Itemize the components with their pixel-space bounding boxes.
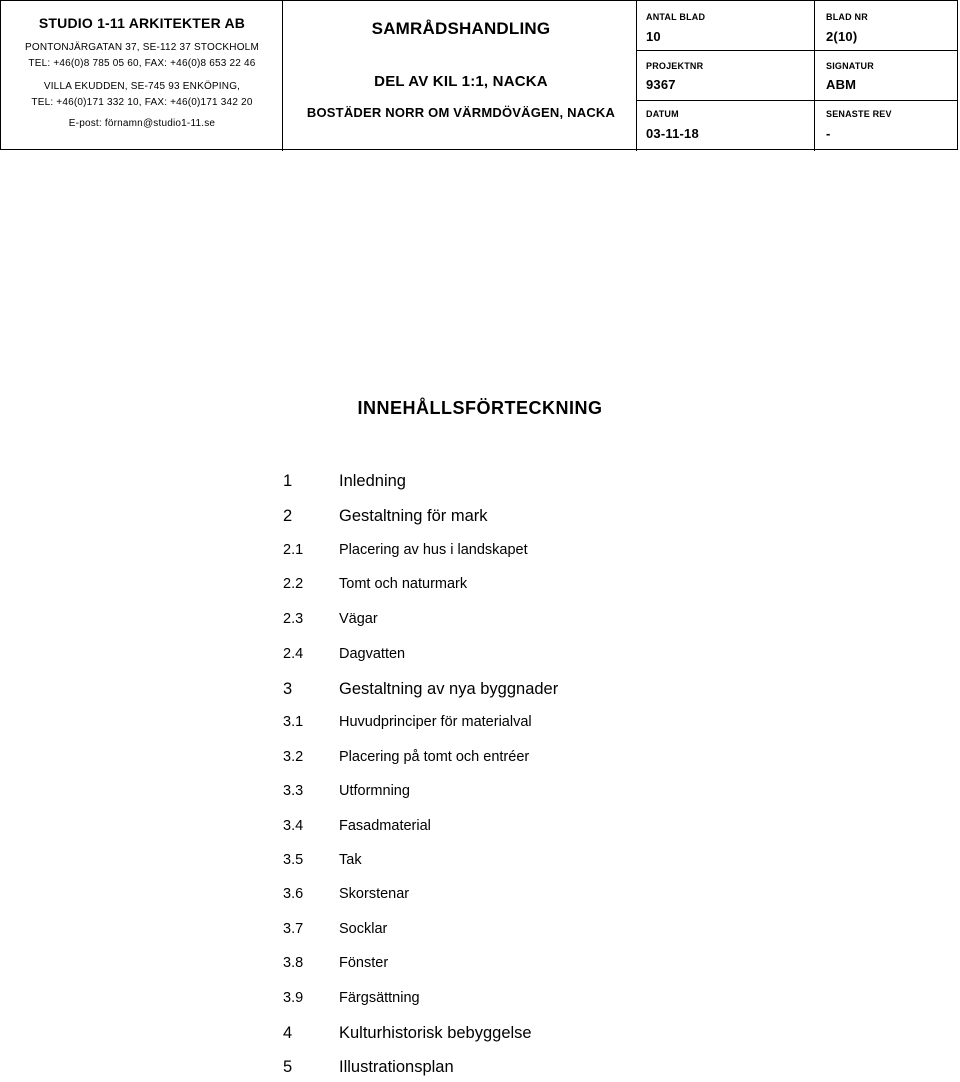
toc-entry-title: Vägar — [339, 611, 378, 627]
toc-entry-number: 2.3 — [283, 611, 304, 627]
signatur-value: ABM — [826, 77, 857, 92]
toc-title: INNEHÅLLSFÖRTECKNING — [357, 398, 603, 418]
toc-entry-number: 3.7 — [283, 921, 304, 937]
antal-blad-value: 10 — [646, 29, 661, 44]
firm-address-stockholm: PONTONJÄRGATAN 37, SE-112 37 STOCKHOLM — [25, 42, 259, 53]
projekt-nr-value: 9367 — [646, 77, 676, 92]
divider — [637, 50, 958, 51]
toc-entry-number: 5 — [283, 1058, 293, 1076]
toc-entry-title: Placering på tomt och entréer — [339, 749, 530, 765]
firm-phone-enkoping: TEL: +46(0)171 332 10, FAX: +46(0)171 342 20 — [31, 97, 253, 108]
toc-entry-title: Inledning — [339, 472, 406, 490]
toc-entry-number: 3.4 — [283, 818, 304, 834]
toc-entry-number: 3.6 — [283, 886, 304, 902]
toc-entry-title: Placering av hus i landskapet — [339, 542, 528, 558]
project-name: DEL AV KIL 1:1, NACKA — [374, 73, 548, 90]
toc-entry-title: Utformning — [339, 783, 410, 799]
toc-entry-title: Tak — [339, 852, 362, 868]
datum-value: 03-11-18 — [646, 126, 699, 141]
toc-entry-number: 1 — [283, 472, 293, 490]
toc-entry-title: Fasadmaterial — [339, 818, 431, 834]
toc-entry-title: Gestaltning av nya byggnader — [339, 680, 559, 698]
firm-address-enkoping: VILLA EKUDDEN, SE-745 93 ENKÖPING, — [43, 81, 241, 92]
antal-blad-label: ANTAL BLAD — [646, 12, 706, 22]
datum-label: DATUM — [646, 109, 679, 119]
toc-entry-number: 2 — [283, 507, 293, 525]
toc-entry-number: 2.1 — [283, 542, 304, 558]
toc-entry-number: 2.2 — [283, 576, 304, 592]
toc-entry-number: 3.3 — [283, 783, 304, 799]
toc-entry-title: Gestaltning för mark — [339, 507, 488, 525]
toc-entry-number: 3.2 — [283, 749, 304, 765]
senaste-rev-label: SENASTE REV — [826, 109, 892, 119]
blad-nr-value: 2(10) — [826, 29, 858, 44]
toc-entry-title: Skorstenar — [339, 886, 410, 902]
toc-entry-number: 3.9 — [283, 990, 304, 1006]
toc-entry-number: 2.4 — [283, 646, 304, 662]
toc-entry-title: Kulturhistorisk bebyggelse — [339, 1024, 532, 1042]
toc-entry-title: Illustrationsplan — [339, 1058, 454, 1076]
toc-entry-number: 3.1 — [283, 714, 304, 730]
document-status: SAMRÅDSHANDLING — [371, 19, 551, 38]
toc-entry-title: Dagvatten — [339, 646, 406, 662]
toc-entry-title: Fönster — [339, 955, 389, 971]
senaste-rev-value: - — [826, 126, 831, 141]
toc-entry-number: 4 — [283, 1024, 293, 1042]
divider — [637, 100, 958, 101]
toc-entry-title: Socklar — [339, 921, 388, 937]
divider — [814, 1, 815, 151]
title-block — [0, 0, 958, 150]
projekt-nr-label: PROJEKTNR — [646, 61, 704, 71]
toc-entry-title: Tomt och naturmark — [339, 576, 468, 592]
toc-entry-title: Färgsättning — [339, 990, 420, 1006]
toc-entry-number: 3.8 — [283, 955, 304, 971]
project-description: BOSTÄDER NORR OM VÄRMDÖVÄGEN, NACKA — [306, 105, 616, 120]
firm-phone-stockholm: TEL: +46(0)8 785 05 60, FAX: +46(0)8 653 22 46 — [28, 58, 256, 69]
firm-name: STUDIO 1-11 ARKITEKTER AB — [38, 15, 246, 31]
signatur-label: SIGNATUR — [826, 61, 874, 71]
blad-nr-label: BLAD NR — [826, 12, 868, 22]
firm-email: E-post: förnamn@studio1-11.se — [68, 118, 216, 129]
toc-entry-number: 3.5 — [283, 852, 304, 868]
toc-entry-number: 3 — [283, 680, 293, 698]
toc-entry-title: Huvudprinciper för materialval — [339, 714, 532, 730]
